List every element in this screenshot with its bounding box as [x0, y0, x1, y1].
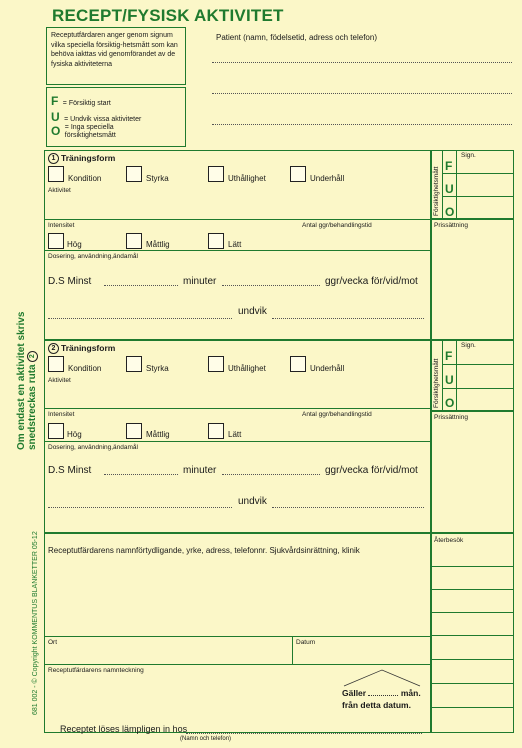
undvik-1: undvik: [238, 306, 267, 317]
checkbox-latt-2[interactable]: [208, 423, 224, 439]
checkbox-styrka-2[interactable]: [126, 356, 142, 372]
legend-box: [46, 87, 186, 147]
dosering-label-2: Dosering, användning,ändamål: [48, 444, 138, 451]
forvid-field-2[interactable]: [48, 507, 232, 508]
intensitet-label-2: Intensitet: [48, 411, 75, 418]
footer-sub: (Namn och telefon): [180, 736, 232, 742]
undvik-field-2[interactable]: [272, 507, 424, 508]
footer-field[interactable]: [186, 733, 422, 734]
label-uthallighet-1: Uthållighet: [228, 174, 266, 183]
ggr-label-2: ggr/vecka för/vid/mot: [325, 465, 418, 476]
prissattning-label-1: Prissättning: [434, 222, 468, 229]
letter-o-1[interactable]: O: [445, 205, 455, 219]
minuter-2: minuter: [183, 465, 217, 476]
form-code: 681 002 - © Copyright KOMMENTUS BLANKETTER 05-12: [32, 531, 39, 715]
checkbox-underhall-1[interactable]: [290, 166, 306, 182]
info-box: [46, 27, 186, 85]
checkbox-uthallighet-2[interactable]: [208, 356, 224, 372]
checkbox-underhall-2[interactable]: [290, 356, 306, 372]
galler-block: [342, 668, 424, 730]
letter-o-2[interactable]: O: [445, 396, 455, 410]
label-underhall-1: Underhåll: [310, 174, 345, 183]
label-latt-1: Lätt: [228, 240, 242, 249]
ds-minst-1: D.S Minst: [48, 276, 92, 287]
footer-text: Receptet löses lämpligen in hos: [60, 724, 188, 734]
aterbesok-label: Återbesök: [434, 537, 464, 544]
prescriber-section: [44, 533, 514, 733]
sign-label-1: Sign.: [461, 152, 476, 159]
label-mattlig-2: Måttlig: [146, 430, 170, 439]
label-hog-1: Hög: [67, 240, 82, 249]
checkbox-hog-2[interactable]: [48, 423, 64, 439]
ds-minst-field-2[interactable]: [104, 474, 178, 475]
patient-line-1[interactable]: [212, 62, 512, 63]
forsiktighet-label-2: Försiktighetsmått: [433, 358, 440, 408]
label-styrka-2: Styrka: [146, 364, 169, 373]
datum-label: Datum: [296, 639, 316, 646]
prescriber-label: Receptutfärdarens namnförtydligande, yrke, adress, telefonnr. Sjukvårdsinrättning, klinik: [48, 546, 360, 555]
undvik-field-1[interactable]: [272, 318, 424, 319]
label-latt-2: Lätt: [228, 430, 242, 439]
prissattning-label-2: Prissättning: [434, 414, 468, 421]
label-uthallighet-2: Uthållighet: [228, 364, 266, 373]
label-kondition-1: Kondition: [68, 174, 102, 183]
checkbox-kondition-1[interactable]: [48, 166, 64, 182]
ds-minst-field-1[interactable]: [104, 285, 178, 286]
sign-label-2: Sign.: [461, 342, 476, 349]
label-underhall-2: Underhåll: [310, 364, 345, 373]
label-hog-2: Hög: [67, 430, 82, 439]
checkbox-latt-1[interactable]: [208, 233, 224, 249]
info-text: Receptutfärdaren anger genom signum vilka speciella försiktig-hetsmått som kan behöva iakttas vid genomförandet av de fysiska aktiviteterna: [51, 32, 178, 68]
label-mattlig-1: Måttlig: [146, 240, 170, 249]
antal-label-1: Antal ggr/behandlingstid: [302, 222, 372, 229]
ggr-label-1: ggr/vecka för/vid/mot: [325, 276, 418, 287]
patient-line-3[interactable]: [212, 124, 512, 125]
section-1: [44, 150, 514, 340]
intensitet-label-1: Intensitet: [48, 222, 75, 229]
letter-f-1[interactable]: F: [445, 159, 453, 173]
minuter-1: minuter: [183, 276, 217, 287]
legend-o: $^O$ = Inga speciella försiktighetsmått: [51, 124, 116, 139]
letter-u-1[interactable]: U: [445, 182, 454, 196]
legend-u: U = Undvik vissa aktiviteter: [51, 110, 142, 124]
form-title: RECEPT/FYSISK AKTIVITET: [52, 6, 284, 25]
section-2: [44, 340, 514, 533]
checkbox-mattlig-2[interactable]: [126, 423, 142, 439]
ggr-field-2[interactable]: [222, 474, 320, 475]
patient-line-2[interactable]: [212, 93, 512, 94]
section-2-header: 2 Träningsform: [48, 343, 115, 354]
ds-minst-2: D.S Minst: [48, 465, 92, 476]
patient-label: Patient (namn, födelsetid, adress och telefon): [216, 33, 377, 42]
namnteckning-label: Receptutfärdarens namnteckning: [48, 667, 144, 674]
forvid-field-1[interactable]: [48, 318, 232, 319]
checkbox-styrka-1[interactable]: [126, 166, 142, 182]
undvik-2: undvik: [238, 496, 267, 507]
side-note: Om endast en aktivitet skrivs snedstreckas ruta 2: [16, 311, 39, 450]
forsiktighet-label-1: Försiktighetsmått: [433, 166, 440, 216]
checkbox-uthallighet-1[interactable]: [208, 166, 224, 182]
checkbox-kondition-2[interactable]: [48, 356, 64, 372]
aktivitet-label-1: Aktivitet: [48, 187, 71, 194]
antal-label-2: Antal ggr/behandlingstid: [302, 411, 372, 418]
galler-text: Gäller mån.: [342, 688, 421, 698]
galler-triangle: [342, 668, 424, 688]
ggr-field-1[interactable]: [222, 285, 320, 286]
checkbox-mattlig-1[interactable]: [126, 233, 142, 249]
fran-text: från detta datum.: [342, 700, 411, 710]
ort-label: Ort: [48, 639, 58, 646]
letter-u-2[interactable]: U: [445, 373, 454, 387]
section-1-header: 1 Träningsform: [48, 153, 115, 164]
label-kondition-2: Kondition: [68, 364, 102, 373]
checkbox-hog-1[interactable]: [48, 233, 64, 249]
dosering-label-1: Dosering, användning,ändamål: [48, 253, 138, 260]
aktivitet-label-2: Aktivitet: [48, 377, 71, 384]
label-styrka-1: Styrka: [146, 174, 169, 183]
letter-f-2[interactable]: F: [445, 349, 453, 363]
legend-f: F = Försiktig start: [51, 94, 111, 108]
